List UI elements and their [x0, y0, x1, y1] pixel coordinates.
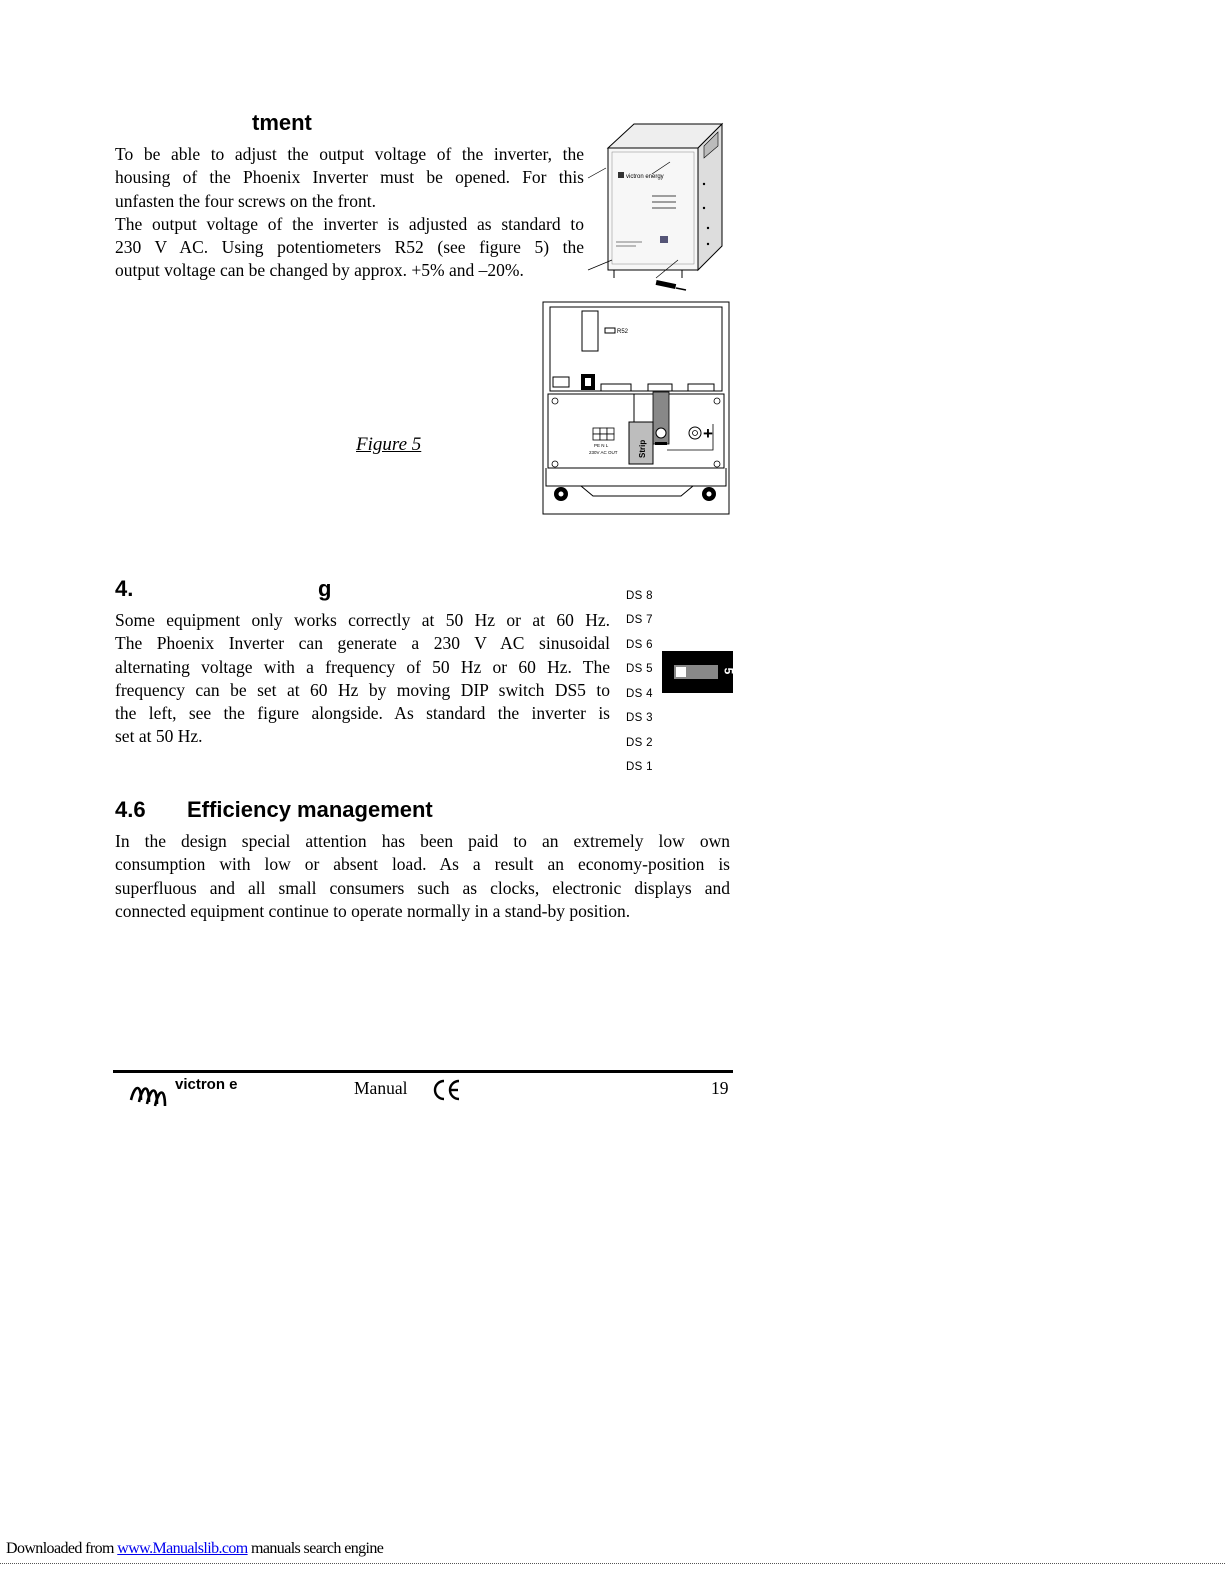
download-footer	[6, 1540, 383, 1558]
manualslib-link[interactable]: www.Manualslib.com	[117, 1540, 248, 1557]
download-suffix: manuals search engine	[247, 1540, 384, 1557]
text-line: The output voltage of the inverter is adjusted as standard to	[115, 213, 584, 234]
text-line: Some equipment only works correctly at 50 Hz or at 60 Hz.	[115, 610, 610, 630]
r52-label: R52	[617, 329, 629, 335]
dip-label-ds5: DS 5	[626, 663, 653, 675]
text-line: housing of the Phoenix Inverter must be opened. For this	[115, 167, 584, 188]
strip-label: Strip	[638, 439, 647, 458]
dip-label-ds8: DS 8	[626, 590, 653, 602]
text-line: superfluous and all small consumers such as clocks, electronic displays and	[115, 877, 730, 898]
footer-brand: victron e	[175, 1076, 238, 1093]
dip-label-ds1: DS 1	[626, 761, 653, 773]
dip-label-ds6: DS 6	[626, 639, 653, 651]
section-heading-frequency-number: 4.	[115, 576, 134, 601]
text-line: the left, see the figure alongside. As standard the inverter is	[115, 703, 610, 724]
terminal-label: PE N L	[594, 443, 609, 448]
text-line: output voltage can be changed by approx. +5% and –20%.	[115, 260, 524, 281]
section-heading-efficiency-title: Efficiency management	[187, 797, 433, 822]
section-heading-frequency-fragment: g	[318, 576, 332, 601]
text-line: In the design special attention has been paid to an extremely low own	[115, 831, 730, 851]
text-line: alternating voltage with a frequency of 50 Hz or 60 Hz. The	[115, 656, 610, 677]
dip-switch-lever	[676, 667, 686, 677]
text-line: unfasten the four screws on the front.	[115, 190, 376, 211]
voltage-paragraph	[115, 143, 584, 283]
dip-label-ds7: DS 7	[626, 614, 653, 626]
screwdriver-icon	[656, 280, 686, 290]
footer-manual-label: Manual	[354, 1078, 408, 1098]
dip-switch-ds5	[662, 651, 736, 693]
ac-out-label: 230V AC OUT	[589, 450, 618, 455]
housing-brand-label: victron energy	[626, 174, 664, 180]
download-prefix: Downloaded from	[6, 1540, 118, 1557]
section-heading-efficiency-number: 4.6	[115, 797, 146, 822]
plus-terminal-label: +	[703, 424, 713, 443]
figure5-open-inverter	[541, 300, 731, 516]
ce-mark-icon	[431, 1078, 463, 1102]
victron-logo-icon	[129, 1078, 171, 1108]
text-line: frequency can be set at 60 Hz by moving DIP switch DS5 to	[115, 679, 610, 700]
dip-label-ds4: DS 4	[626, 688, 653, 700]
page-number: 19	[711, 1078, 729, 1098]
r52-potentiometer	[605, 328, 615, 333]
dip-label-ds3: DS 3	[626, 712, 653, 724]
dip-switch-number: 5	[721, 667, 736, 675]
download-divider	[0, 1563, 1225, 1564]
footer-rule	[113, 1070, 733, 1073]
inverter-housing-illustration	[586, 118, 728, 296]
text-line: set at 50 Hz.	[115, 726, 203, 747]
efficiency-paragraph	[115, 830, 730, 923]
text-line: To be able to adjust the output voltage of the inverter, the	[115, 144, 584, 164]
frequency-paragraph	[115, 609, 610, 749]
text-line: consumption with low or absent load. As a result an economy-position is	[115, 854, 730, 875]
section-heading-voltage: tment	[252, 110, 312, 135]
text-line: 230 V AC. Using potentiometers R52 (see figure 5) the	[115, 237, 584, 258]
figure-caption: Figure 5	[356, 434, 422, 455]
text-line: The Phoenix Inverter can generate a 230 V AC sinusoidal	[115, 633, 610, 654]
text-line: connected equipment continue to operate normally in a stand-by position.	[115, 900, 631, 921]
dip-label-ds2: DS 2	[626, 737, 653, 749]
